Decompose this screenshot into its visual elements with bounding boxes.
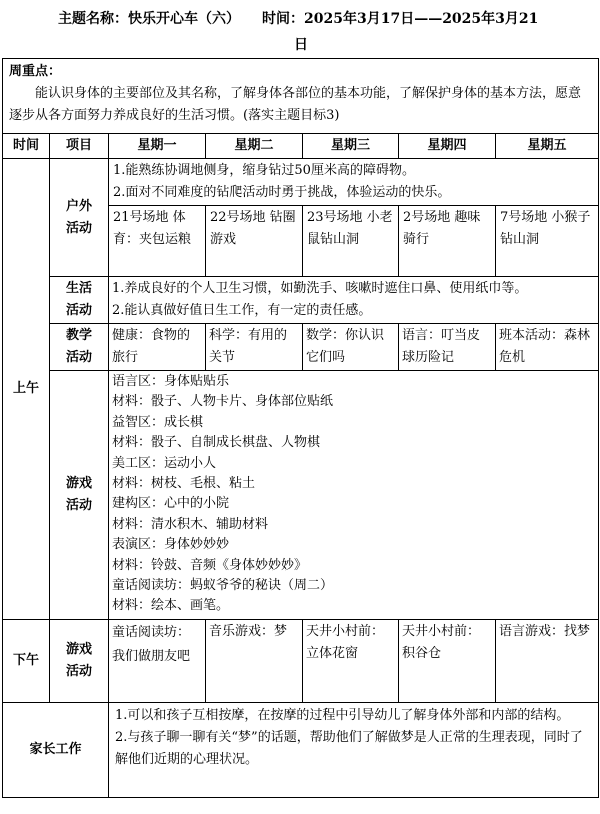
game-label [50,371,109,620]
teaching-day-1: 健康：食物的旅行 [109,324,206,371]
game-line: 材料：树枝、毛根、粘土 [112,476,256,492]
outdoor-label [50,159,109,277]
game-line: 材料：绘本、画笔。 [112,598,230,614]
afternoon-row [3,620,599,703]
life-label-2: 活动 [65,303,92,318]
focus-row [3,59,599,134]
outdoor-goal-2: 2.面对不同难度的钻爬活动时勇于挑战，体验运动的快乐。 [113,185,451,200]
afternoon-game-label-2: 活动 [65,664,92,679]
column-header-row [3,134,599,159]
game-line: 材料：骰子、人物卡片、身体部位贴纸 [112,394,334,410]
weekly-plan-table [2,58,599,798]
col-item: 项目 [50,134,109,159]
teaching-day-5: 班本活动：森林危机 [496,324,599,371]
teaching-label-1: 教学 [65,328,92,343]
game-line: 材料：铃鼓、音频《身体妙妙妙》 [112,557,308,573]
outdoor-day-1: 21号场地 体育：夹包运粮 [109,206,206,276]
outdoor-goals [109,159,598,206]
game-areas [109,371,599,620]
life-line-2: 2.能认真做好值日生工作，有一定的责任感。 [112,303,372,318]
afternoon-game-label [50,620,109,703]
teaching-day-3: 数学：你认识它们吗 [303,324,399,371]
game-line: 建构区：心中的小院 [112,496,230,512]
col-day-4: 星期四 [399,134,496,159]
parents-line-2: 2.与孩子聊一聊有关“梦”的话题，帮助他们了解做梦是人正常的生理表现，同时了解他们近期的心理状况。 [115,730,583,767]
game-label-1: 游戏 [65,476,92,491]
game-line: 材料：骰子、自制成长棋盘、人物棋 [112,435,321,451]
teaching-row [3,324,599,371]
date-range-wrap: 日 [294,37,308,53]
teaching-label [50,324,109,371]
outdoor-goal-1: 1.能熟练协调地侧身，缩身钻过50厘米高的障碍物。 [113,163,415,178]
game-label-2: 活动 [65,498,92,513]
afternoon-day-3: 天井小村前：立体花窗 [303,620,399,703]
afternoon-day-4: 天井小村前：积谷仓 [399,620,496,703]
life-line-1: 1.养成良好的个人卫生习惯，如勤洗手、咳嗽时遮住口鼻、使用纸巾等。 [112,281,528,296]
afternoon-day-5: 语言游戏：找梦 [496,620,599,703]
teaching-label-2: 活动 [65,350,92,365]
life-row [3,277,599,324]
parents-label: 家长工作 [3,703,109,798]
morning-label: 上午 [3,159,50,620]
focus-text: 能认识身体的主要部位及其名称，了解身体各部位的基本功能，了解保护身体的基本方法，愿意逐步从各方面努力养成良好的生活习惯。(落实主题目标3) [9,86,582,123]
parents-line-1: 1.可以和孩子互相按摩，在按摩的过程中引导幼儿了解身体外部和内部的结构。 [115,708,570,723]
date-range: 时间：2025年3月17日——2025年3月21 [262,11,539,27]
game-line: 语言区：身体贴贴乐 [112,374,230,389]
col-day-2: 星期二 [206,134,303,159]
afternoon-day-1: 童话阅读坊：我们做朋友吧 [109,620,206,703]
outdoor-label-2: 活动 [65,220,92,236]
teaching-day-2: 科学：有用的关节 [206,324,303,371]
focus-title: 周重点： [9,64,62,79]
afternoon-label: 下午 [3,620,50,703]
outdoor-day-4: 2号场地 趣味骑行 [399,206,496,276]
col-day-3: 星期三 [303,134,399,159]
outdoor-days [109,206,598,276]
outdoor-day-5: 7号场地 小猴子钻山洞 [500,210,591,247]
life-label [50,277,109,324]
game-row [3,371,599,620]
outdoor-day-3: 23号场地 小老鼠钻山洞 [303,206,399,276]
outdoor-label-1: 户外 [65,198,92,214]
teaching-day-4: 语言：叮当皮球历险记 [399,324,496,371]
afternoon-game-label-1: 游戏 [65,642,92,657]
parents-row [3,703,599,798]
game-line: 表演区：身体妙妙妙 [112,537,230,553]
game-line: 美工区：运动小人 [112,455,217,471]
game-line: 益智区：成长棋 [112,414,204,430]
col-day-1: 星期一 [109,134,206,159]
col-day-5: 星期五 [496,134,599,159]
col-time: 时间 [3,134,50,159]
outdoor-row [3,159,599,277]
life-label-1: 生活 [65,281,92,296]
game-line: 材料：清水积木、辅助材料 [112,516,269,532]
theme-title: 主题名称：快乐开心车（六） [58,11,240,27]
afternoon-day-2: 音乐游戏：梦 [206,620,303,703]
game-line: 童话阅读坊：蚂蚁爷爷的秘诀（周二） [112,578,334,594]
outdoor-day-2: 22号场地 钻圈游戏 [206,206,303,276]
